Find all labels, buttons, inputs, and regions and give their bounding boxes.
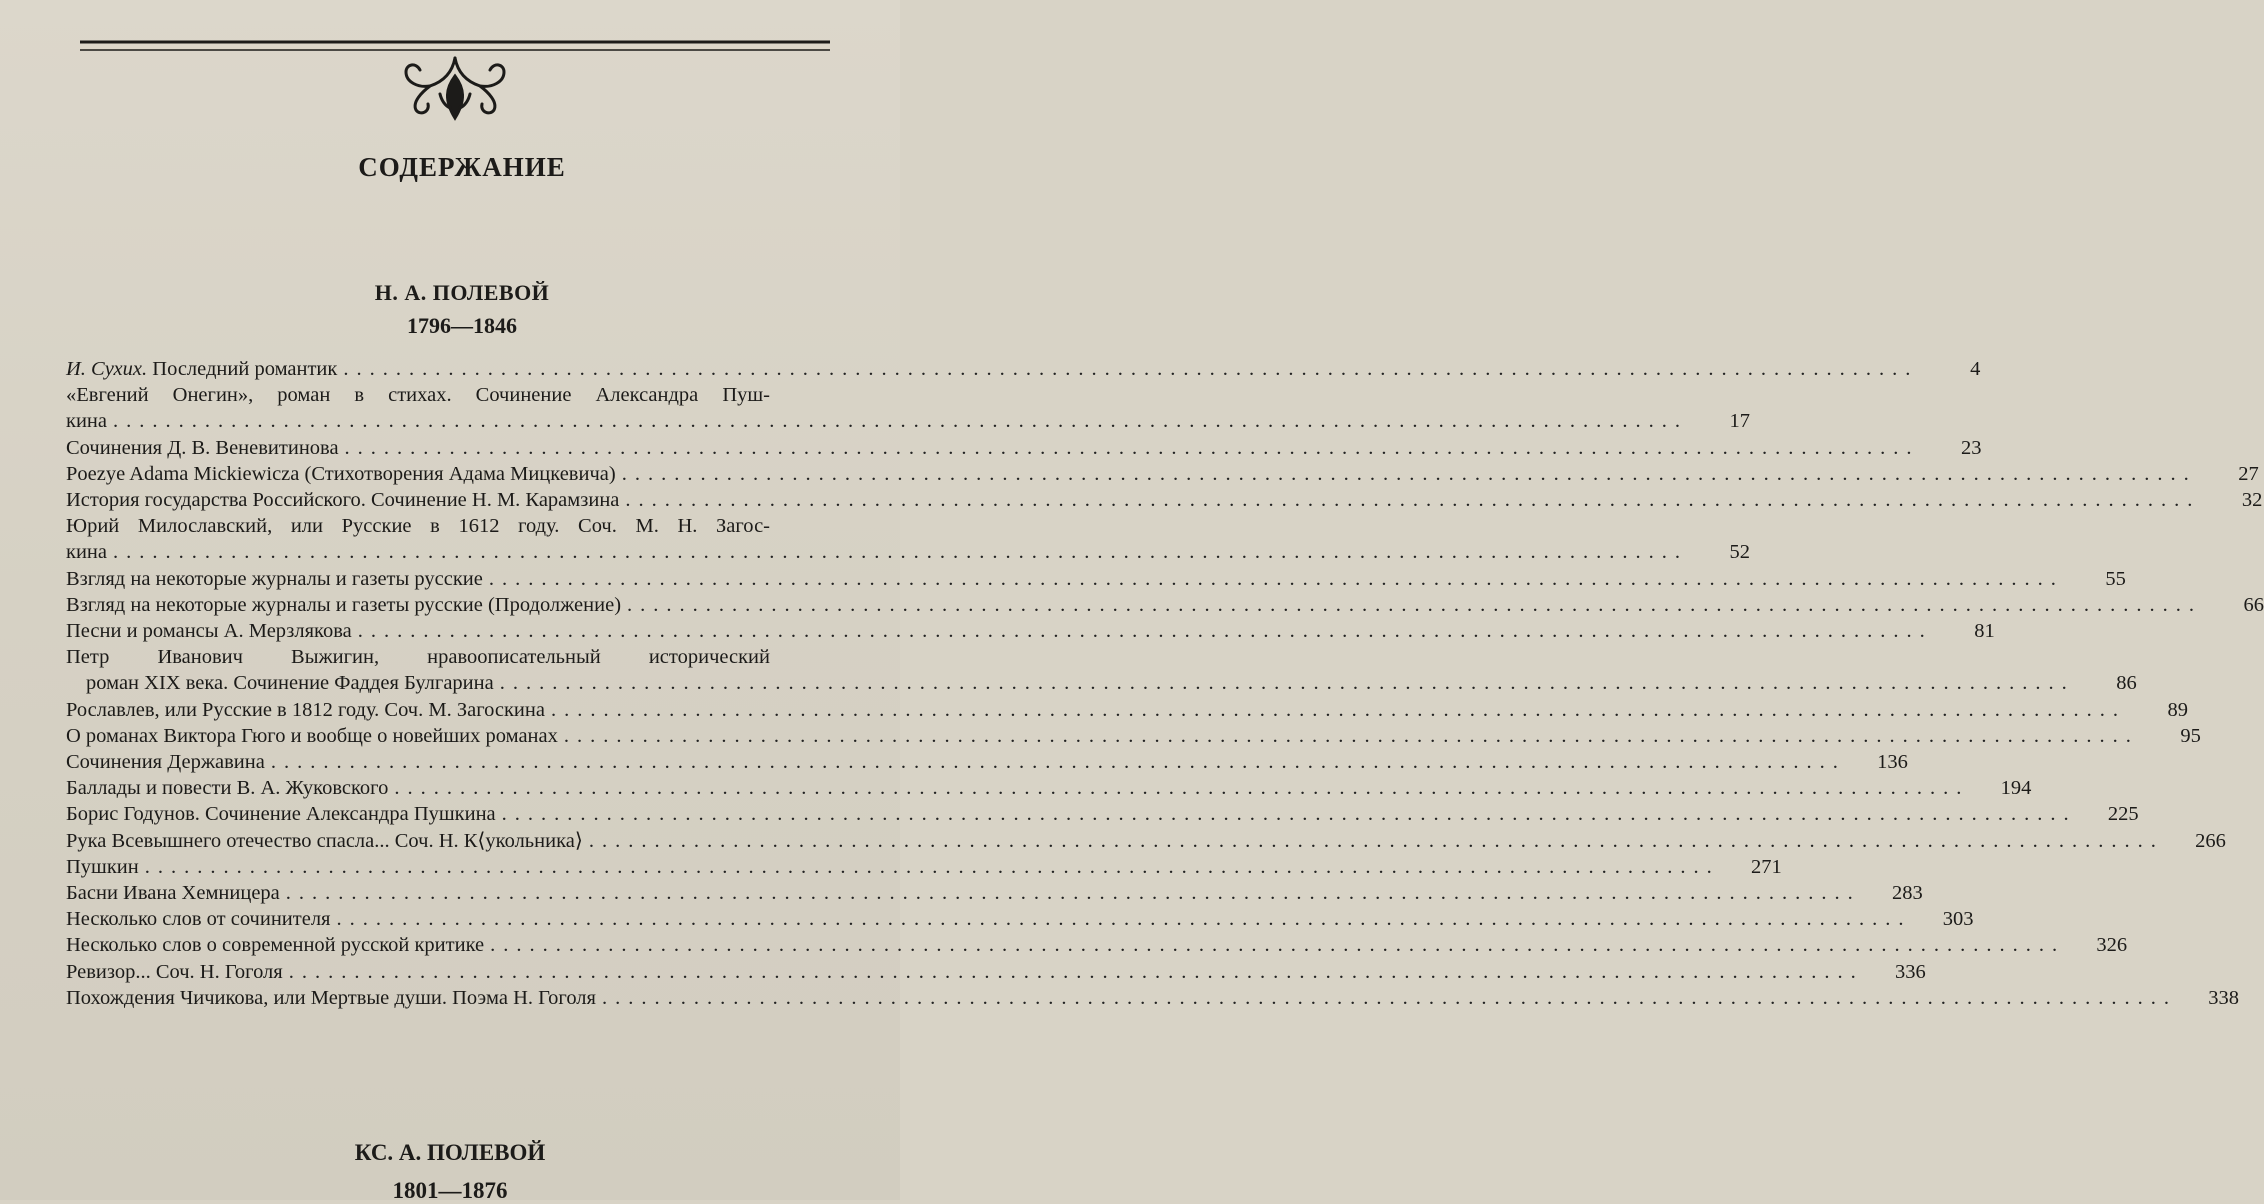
toc-entry-title-text: Баллады и повести В. А. Жуковского (66, 777, 389, 800)
toc-page-number: 283 (1892, 882, 1923, 905)
toc-entry-title-text: кина (66, 410, 107, 433)
toc-page-number: 17 (1729, 410, 1750, 433)
toc-entry-title-text: Ревизор... Соч. Н. Гоголя (66, 960, 283, 983)
toc-entry (66, 880, 1923, 906)
toc-entry-title (66, 356, 337, 382)
toc-entry-title-text: Басни Ивана Хемницера (66, 882, 280, 905)
toc-page-number: 86 (2116, 672, 2137, 695)
leader-dots: ........................................................................................................................ (288, 960, 1864, 983)
toc-page-number: 194 (2000, 777, 2032, 800)
toc-entry-title (66, 408, 107, 434)
toc-entry-title-text: Борис Годунов. Сочинение Александра Пушкина (66, 803, 496, 826)
toc-entry-title-text: Похождения Чичикова, или Мертвые души. Поэма Н. Гоголя (66, 986, 596, 1009)
toc-page-number: 66 (2243, 593, 2264, 616)
toc-entry-title-text: Poezye Adama Mickiewicza (Стихотворения Адама Мицкевича) (66, 462, 616, 485)
toc-entry-title-text: роман XIX века. Сочинение Фаддея Булгарина (86, 672, 494, 695)
toc-page-number: 52 (1729, 541, 1750, 564)
toc-entry (66, 801, 2139, 827)
toc-page-number: 271 (1751, 855, 1782, 878)
toc-entry (66, 618, 1995, 644)
toc-entry (66, 697, 2188, 723)
toc-entry-title (66, 854, 139, 880)
toc-page-number: 27 (2238, 462, 2259, 485)
toc-page-number: 23 (1961, 436, 1982, 459)
toc-page-number: 338 (2208, 986, 2239, 1009)
toc-entry-title (86, 670, 494, 696)
decorative-ornament-icon (80, 36, 830, 126)
next-section-author: КС. А. ПОЛЕВОЙ (354, 1140, 546, 1165)
toc-entry (66, 566, 2126, 592)
toc-entry (66, 959, 1926, 985)
leader-dots: ........................................................................................................................ (113, 410, 1688, 433)
toc-entry-title (66, 566, 483, 592)
toc-entry (66, 356, 1981, 382)
toc-entry-author: И. Сухих. (66, 358, 148, 380)
toc-entry (66, 382, 1750, 434)
toc-entry-title-text: Сочинения Державина (66, 751, 265, 774)
toc-entry-title-text: Пушкин (66, 855, 139, 878)
leader-dots: ........................................................................................................................ (344, 436, 1920, 459)
toc-page-number: 266 (2195, 829, 2226, 852)
leader-dots: ........................................................................................................................ (550, 698, 2126, 721)
toc-entry-title-line: Петр Иванович Выжигин, нравоописательный исторический (66, 646, 770, 669)
leader-dots: ........................................................................................................................ (113, 541, 1688, 564)
leader-dots: ........................................................................................................................ (563, 724, 2139, 747)
toc-entry-title (66, 880, 280, 906)
toc-page-number: 4 (1970, 358, 1981, 380)
toc-entry-title-text: Несколько слов о современной русской критике (66, 934, 485, 957)
toc-entry (66, 435, 1982, 461)
toc-entry-title-text: Несколько слов от сочинителя (66, 908, 331, 931)
toc-entry-title-text: Взгляд на некоторые журналы и газеты русские (66, 567, 483, 590)
toc-entry-title (66, 461, 616, 487)
leader-dots: ........................................................................................................................ (627, 593, 2203, 616)
toc-page-number: 336 (1894, 960, 1926, 983)
toc-page-number: 136 (1877, 751, 1908, 774)
toc-page-number: 55 (2105, 567, 2126, 590)
section-years: 1796—1846 (407, 313, 517, 338)
leader-dots: ........................................................................................................................ (357, 620, 1933, 643)
toc-entry-title (66, 723, 558, 749)
toc-entry (66, 985, 2239, 1011)
toc-entry-title-text: История государства Российского. Сочинение Н. М. Карамзина (66, 489, 620, 512)
leader-dots: ........................................................................................................................ (499, 672, 2075, 695)
toc-entry-title-text: Последний романтик (147, 358, 338, 380)
toc-page-number: 95 (2180, 724, 2201, 747)
toc-entry-title (66, 435, 339, 461)
toc-entry-title (66, 697, 545, 723)
page-title: СОДЕРЖАНИЕ (358, 152, 566, 182)
toc-entry-title (66, 959, 283, 985)
table-of-contents (66, 356, 2264, 1011)
leader-dots: ........................................................................................................................ (285, 882, 1861, 905)
toc-entry-title (66, 828, 583, 854)
toc-entry (66, 854, 1782, 880)
leader-dots: ........................................................................................................................ (621, 462, 2197, 485)
toc-entry (66, 749, 1908, 775)
toc-entry-title (66, 985, 596, 1011)
toc-page-number: 81 (1974, 620, 1995, 643)
toc-entry-title-text: кина (66, 541, 107, 564)
leader-dots: ........................................................................................................................ (625, 489, 2201, 512)
toc-entry (66, 932, 2128, 958)
toc-page-number: 326 (2096, 934, 2128, 957)
leader-dots: ........................................................................................................................ (144, 855, 1720, 878)
leader-dots: ........................................................................................................................ (270, 751, 1846, 774)
toc-entry (66, 513, 1750, 565)
toc-entry-title-text: Рука Всевышнего отечество спасла... Соч. Н. К⟨укольника⟩ (66, 829, 583, 852)
toc-entry-title (66, 539, 107, 565)
toc-entry (66, 461, 2259, 487)
toc-page-number: 225 (2107, 803, 2139, 826)
toc-entry-title-text: Сочинения Д. В. Веневитинова (66, 436, 339, 459)
leader-dots: ........................................................................................................................ (601, 986, 2177, 1009)
leader-dots: ........................................................................................................................ (343, 358, 1919, 380)
toc-entry-title-text: Взгляд на некоторые журналы и газеты русские (Продолжение) (66, 593, 622, 616)
toc-entry-title (66, 618, 352, 644)
toc-entry (66, 828, 2226, 854)
toc-page-number: 303 (1942, 908, 1974, 931)
next-section-years: 1801—1876 (392, 1178, 508, 1203)
toc-entry (66, 644, 2137, 696)
toc-entry (66, 723, 2201, 749)
toc-entry-title-text: Песни и романсы А. Мерзлякова (66, 620, 352, 643)
toc-page-number: 32 (2241, 489, 2263, 512)
toc-entry (66, 775, 2032, 801)
toc-page-number: 89 (2167, 698, 2188, 721)
toc-entry-title (66, 801, 496, 827)
toc-entry-title-line: Юрий Милославский, или Русские в 1612 году. Соч. М. Н. Загос- (66, 515, 770, 538)
leader-dots: ........................................................................................................................ (336, 908, 1912, 931)
leader-dots: ........................................................................................................................ (501, 803, 2077, 826)
leader-dots: ........................................................................................................................ (588, 829, 2164, 852)
leader-dots: ........................................................................................................................ (394, 777, 1970, 800)
toc-entry-title (66, 487, 619, 513)
toc-entry-title (66, 906, 331, 932)
toc-entry-title (66, 775, 388, 801)
toc-entry-title (66, 592, 621, 618)
toc-entry-title (66, 932, 484, 958)
leader-dots: ........................................................................................................................ (490, 934, 2066, 957)
toc-entry (66, 487, 2263, 513)
toc-entry (66, 906, 1974, 932)
toc-entry-title-text: О романах Виктора Гюго и вообще о новейших романах (66, 724, 558, 747)
toc-entry (66, 592, 2264, 618)
section-author: Н. А. ПОЛЕВОЙ (374, 280, 550, 305)
toc-entry-title (66, 749, 265, 775)
toc-entry-title-line: «Евгений Онегин», роман в стихах. Сочинение Александра Пуш- (66, 384, 770, 407)
leader-dots: ........................................................................................................................ (488, 567, 2064, 590)
toc-entry-title-text: Рославлев, или Русские в 1812 году. Соч. М. Загоскина (66, 698, 545, 721)
